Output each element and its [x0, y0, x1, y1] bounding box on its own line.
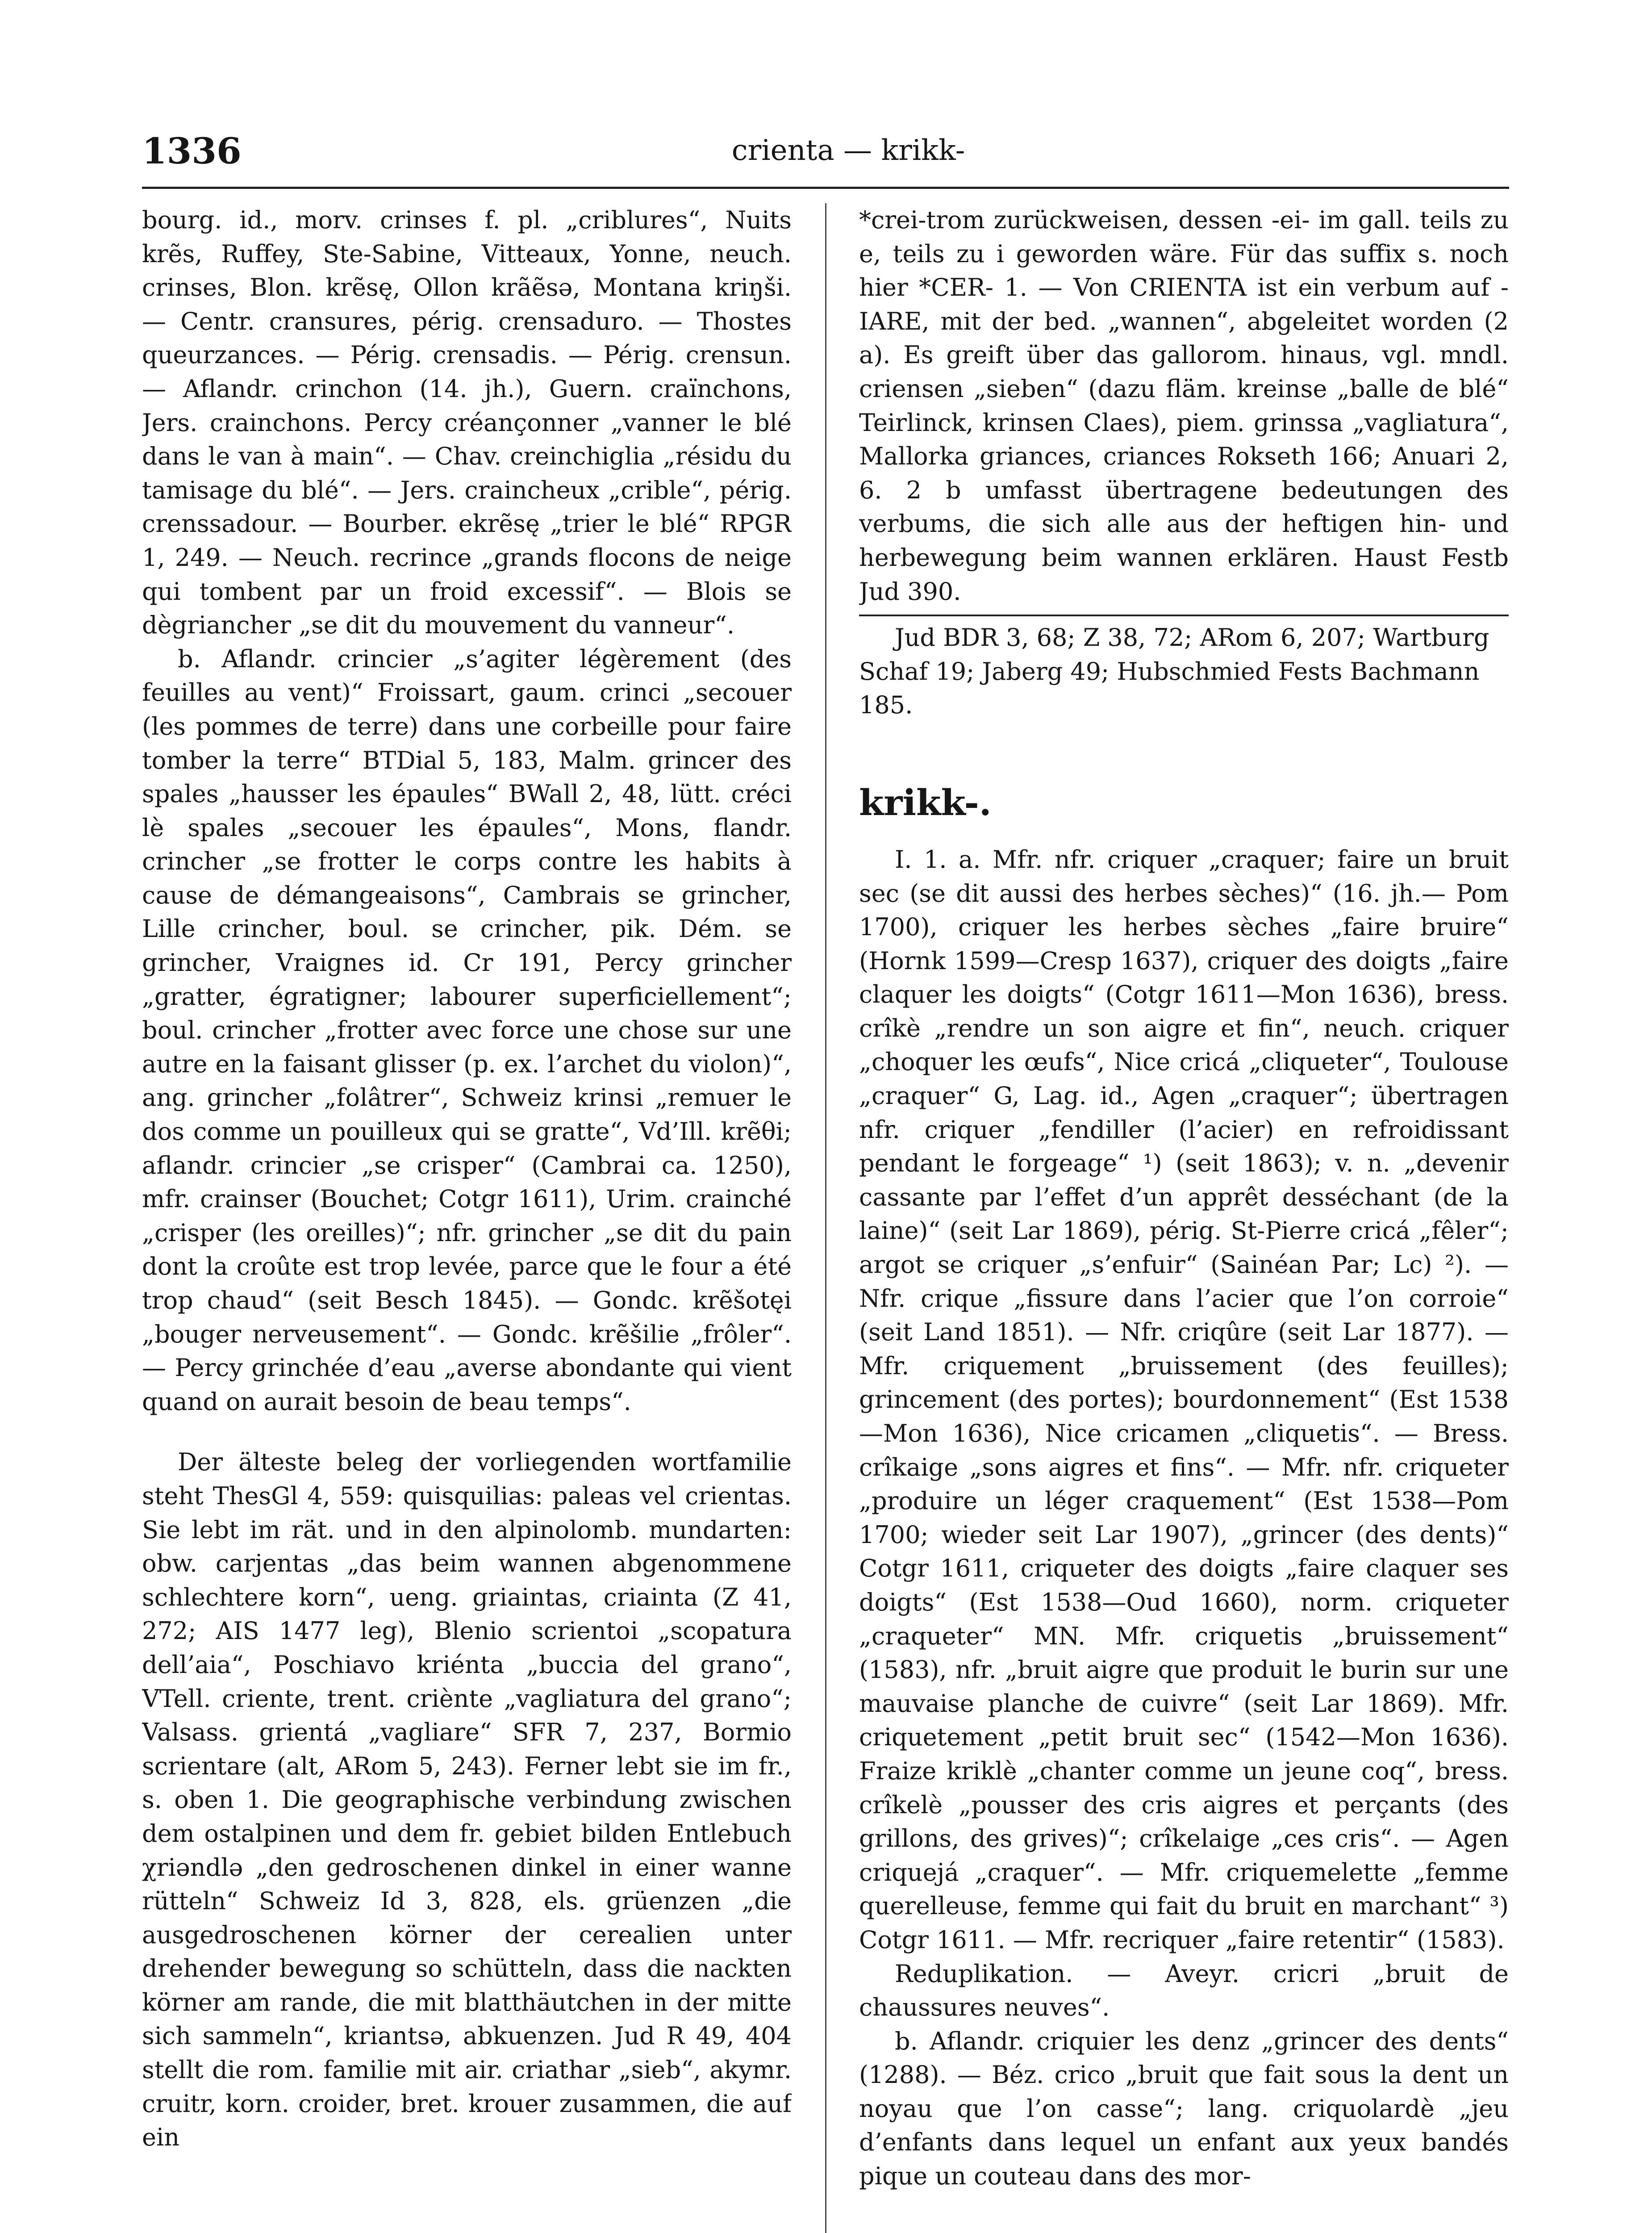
header-rule [142, 187, 1509, 189]
column-divider [825, 203, 826, 2233]
left-paragraph-1: bourg. id., morv. crinses f. pl. „criblures“, Nuits krẽs, Ruffey, Ste-Sabine, Vitteaux, Yonne, neuch. crinses, Blon. krẽsę, Ollon krãẽsə, Montana kriŋši. — Centr. cransures, périg. crensaduro. — Thostes queurzances. — Périg. crensadis. — Périg. crensun. — Aflandr. crinchon (14. jh.), Guern. craïnchons, Jers. crainchons. Percy créançonner „vanner le blé dans le van à main“. — Chav. creinchiglia „résidu du tamisage du blé“. — Jers. craincheux „crible“, périg. crenssadour. — Bourber. ekrẽsę „trier le blé“ RPGR 1, 249. — Neuch. recrince „grands flocons de neige qui tombent par un froid excessif“. — Blois se dègriancher „se dit du mouvement du vanneur“. [142, 206, 792, 640]
right-paragraph-4: b. Aflandr. criquier les denz „grincer des dents“ (1288). — Béz. crico „bruit que fait sous la dent un noyau que l’on casse“; lang. criquolardè „jeu d’enfants dans lequel un enfant aux yeux bandés pique un couteau dans des mor- [859, 2027, 1509, 2191]
right-column [859, 203, 1509, 2233]
entry-headword: krikk-. [859, 781, 992, 824]
paragraph-gap [142, 1418, 792, 1445]
left-paragraph-2: b. Aflandr. crincier „s’agiter légèrement (des feuilles au vent)“ Froissart, gaum. crinci „secouer (les pommes de terre) dans une corbeille pour faire tomber la terre“ BTDial 5, 183, Malm. grincer des spales „hausser les épaules“ BWall 2, 48, lütt. créci lè spales „secouer les épaules“, Mons, flandr. crincher „se frotter le corps contre les habits à cause de démangeaisons“, Cambrais se grincher, Lille crincher, boul. se crincher, pik. Dém. se grincher, Vraignes id. Cr 191, Percy grincher „gratter, égratigner; labourer superficiellement“; boul. crincher „frotter avec force une chose sur une autre en la faisant glisser (p. ex. l’archet du violon)“, ang. grincher „folâtrer“, Schweiz krinsi „remuer le dos comme un pouilleux qui se gratte“, Vd’Ill. krẽθi; aflandr. crincier „se crisper“ (Cambrai ca. 1250), mfr. crainser (Bouchet; Cotgr 1611), Urim. crainché „crisper (les oreilles)“; nfr. grincher „se dit du pain dont la croûte est trop levée, parce que le four a été trop chaud“ (seit Besch 1845). — Gondc. krẽšotęi „bouger nerveusement“. — Gondc. krẽšilie „frôler“. — Percy grinchée d’eau „averse abondante qui vient quand on aurait besoin de beau temps“. [142, 644, 792, 1416]
references-line: Jud BDR 3, 68; Z 38, 72; ARom 6, 207; Wartburg Schaf 19; Jaberg 49; Hubschmied Fests Bachmann 185. [859, 623, 1489, 719]
left-column [142, 203, 792, 2233]
references-rule [859, 615, 1509, 616]
right-paragraph-3: Reduplikation. — Aveyr. cricri „bruit de chaussures neuves“. [859, 1959, 1509, 2022]
page-number: 1336 [142, 130, 242, 172]
right-paragraph-1: *crei-trom zurückweisen, dessen -ei- im gall. teils zu e, teils zu i geworden wäre. Für das suffix s. noch hier *CER- 1. — Von CRIENTA ist ein verbum auf -IARE, mit der bed. „wannen“, abgeleitet worden (2 a). Es greift über das gallorom. hinaus, vgl. mndl. criensen „sieben“ (dazu fläm. kreinse „balle de blé“ Teirlinck, krinsen Claes), piem. grinssa „vagliatura“, Mallorka griances, criances Rokseth 166; Anuari 2, 6. 2 b umfasst übertragene bedeutungen des verbums, die sich alle aus der heftigen hin- und herbewegung beim wannen erklären. Haust Festb Jud 390. [859, 206, 1509, 606]
running-head: crienta — krikk- [731, 134, 965, 167]
left-paragraph-3: Der älteste beleg der vorliegenden wortfamilie steht ThesGl 4, 559: quisquilias: paleas vel crientas. Sie lebt im rät. und in den alpinolomb. mundarten: obw. carjentas „das beim wannen abgenommene schlechtere korn“, ueng. griaintas, criainta (Z 41, 272; AIS 1477 leg), Blenio scrientoi „scopatura dell’aia“, Poschiavo kriénta „buccia del grano“, VTell. criente, trent. criènte „vagliatura del grano“; Valsass. grientá „vagliare“ SFR 7, 237, Bormio scrientare (alt, ARom 5, 243). Ferner lebt sie im fr., s. oben 1. Die geographische verbindung zwischen dem ostalpinen und dem fr. gebiet bilden Entlebuch χriəndlə „den gedroschenen dinkel in einer wanne rütteln“ Schweiz Id 3, 828, els. grüenzen „die ausgedroschenen körner der cerealien unter drehender bewegung so schütteln, dass die nackten körner am rande, die mit blatthäutchen in der mitte sich sammeln“, kriantsə, abkuenzen. Jud R 49, 404 stellt die rom. familie mit air. criathar „sieb“, akymr. cruitr, korn. croider, bret. krouer zusammen, die auf ein [142, 1448, 792, 2152]
right-paragraph-2: I. 1. a. Mfr. nfr. criquer „craquer; faire un bruit sec (se dit aussi des herbes sèches)“ (16. jh.— Pom 1700), criquer les herbes sèches „faire bruire“ (Hornk 1599—Cresp 1637), criquer des doigts „faire claquer les doigts“ (Cotgr 1611—Mon 1636), bress. crîkè „rendre un son aigre et fin“, neuch. criquer „choquer les œufs“, Nice cricá „cliqueter“, Toulouse „craquer“ G, Lag. id., Agen „craquer“; übertragen nfr. criquer „fendiller (l’acier) en refroidissant pendant le forgeage“ ¹) (seit 1863); v. n. „devenir cassante par l’effet d’un apprêt desséchant (de la laine)“ (seit Lar 1869), périg. St-Pierre cricá „fêler“; argot se criquer „s’enfuir“ (Sainéan Par; Lc) ²). — Nfr. crique „fissure dans l’acier que l’on corroie“ (seit Land 1851). — Nfr. criqûre (seit Lar 1877). — Mfr. criquement „bruissement (des feuilles); grincement (des portes); bourdonnement“ (Est 1538—Mon 1636), Nice cricamen „cliquetis“. — Bress. crîkaige „sons aigres et fins“. — Mfr. nfr. criqueter „produire un léger craquement“ (Est 1538—Pom 1700; wieder seit Lar 1907), „grincer (des dents)“ Cotgr 1611, criqueter des doigts „faire claquer ses doigts“ (Est 1538—Oud 1660), norm. criqueter „craqueter“ MN. Mfr. criquetis „bruissement“ (1583), nfr. „bruit aigre que produit le burin sur une mauvaise planche de cuivre“ (seit Lar 1869). Mfr. criquetement „petit bruit sec“ (1542—Mon 1636). Fraize kriklè „chanter comme un jeune coq“, bress. crîkelè „pousser des cris aigres et perçants (des grillons, des grives)“; crîkelaige „ces cris“. — Agen criquejá „craquer“. — Mfr. criquemelette „femme querelleuse, femme qui fait du bruit en marchant“ ³) Cotgr 1611. — Mfr. recriquer „faire retentir“ (1583). [859, 845, 1509, 1954]
